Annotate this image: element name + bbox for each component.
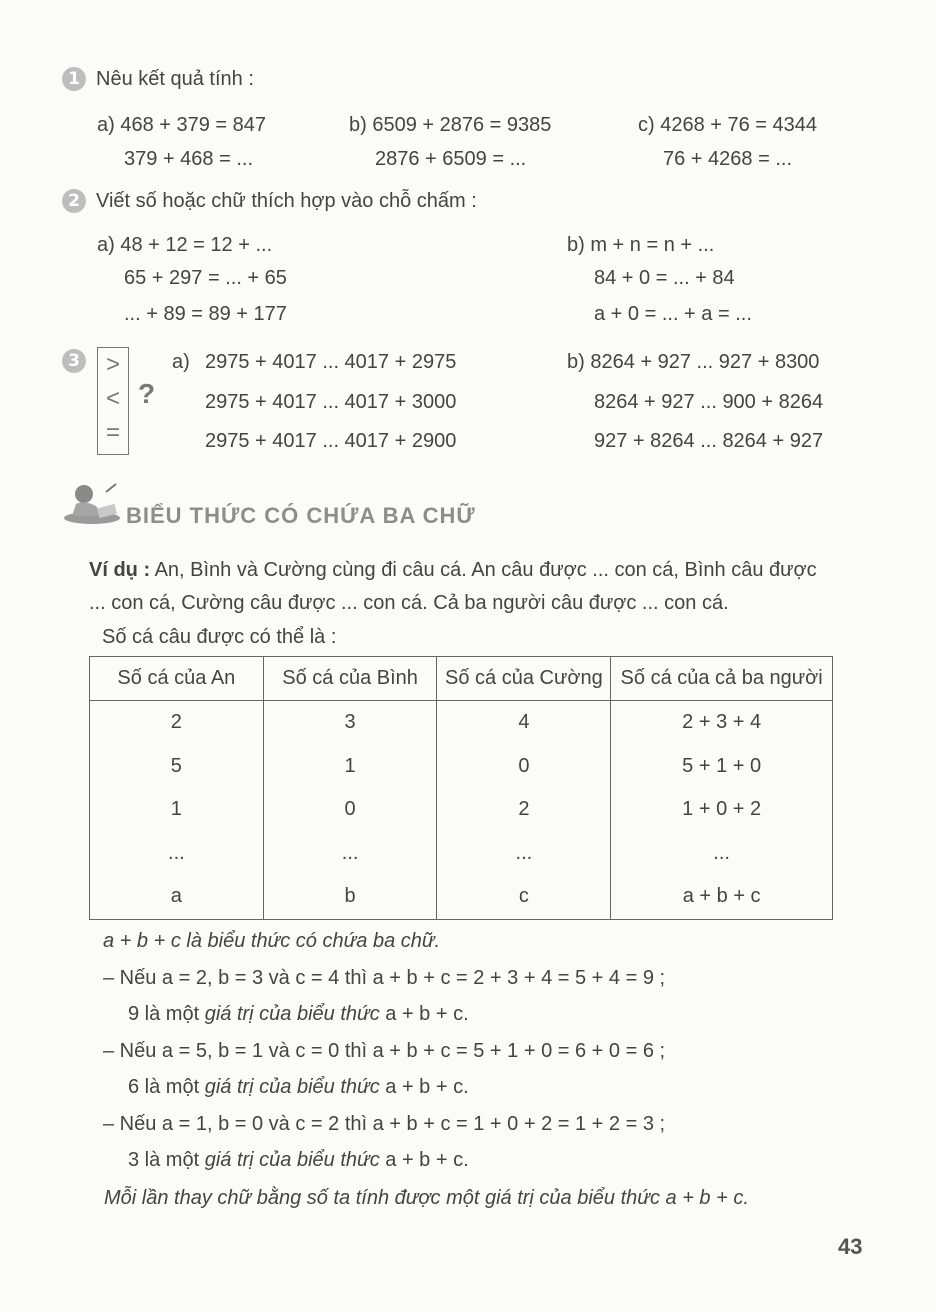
expression-statement: a + b + c là biểu thức có chứa ba chữ. [103,930,441,952]
table-cell: 5 [90,745,264,789]
page-number: 43 [838,1234,863,1259]
table-cell: 1 + 0 + 2 [611,788,833,832]
case-3-line: – Nếu a = 1, b = 0 và c = 2 thì a + b + c = 1 + 0 + 2 = 1 + 2 = 3 ; [103,1113,666,1135]
exercise-1b-line1: b) 6509 + 2876 = 9385 [349,114,552,136]
table-cell: 1 [263,745,437,789]
less-than-sign: < [105,385,120,412]
exercise-3a-line1: 2975 + 4017 ... 4017 + 2975 [205,351,457,373]
example-text-1: An, Bình và Cường cùng đi câu cá. An câu được ... con cá, Bình câu được [154,559,817,581]
case-2-value-line [128,1076,469,1099]
exercise-1-title: Nêu kết quả tính : [96,68,254,90]
exercise-3-badge: 3 [62,349,86,373]
example-line-1 [89,559,817,582]
example-label: Ví dụ : [89,559,151,581]
header-binh: Số cá của Bình [263,657,437,701]
exercise-1c-line1: c) 4268 + 76 = 4344 [638,114,818,136]
case-2-value: 6 là một [128,1076,205,1098]
table-cell: 0 [437,745,611,789]
exercise-2a-line3: ... + 89 = 89 + 177 [124,303,287,325]
exercise-1a-line2: 379 + 468 = ... [124,148,253,170]
case-1-expr: a + b + c. [379,1003,469,1025]
exercise-2b-line2: 84 + 0 = ... + 84 [594,267,735,289]
table-intro: Số cá câu được có thể là : [102,626,337,648]
table-cell: ... [263,832,437,876]
case-3-value-line [128,1149,469,1172]
comparison-signs-box [97,347,129,455]
case-1-line: – Nếu a = 2, b = 3 và c = 4 thì a + b + c = 2 + 3 + 4 = 5 + 4 = 9 ; [103,967,666,989]
exercise-3b-line2: 8264 + 927 ... 900 + 8264 [594,391,824,413]
exercise-2a-line1: a) 48 + 12 = 12 + ... [97,234,273,256]
case-2-phrase: giá trị của biểu thức [204,1076,380,1098]
table-cell: 2 [90,701,264,745]
table-cell: ... [90,832,264,876]
exercise-1-badge: 1 [62,67,86,91]
exercise-1b-line2: 2876 + 6509 = ... [375,148,527,170]
header-cuong: Số cá của Cường [437,657,611,701]
exercise-3a-line2: 2975 + 4017 ... 4017 + 3000 [205,391,457,413]
header-an: Số cá của An [90,657,264,701]
exercise-3a-label: a) [172,351,190,373]
exercise-3a-line3: 2975 + 4017 ... 4017 + 2900 [205,430,457,452]
table-row [90,745,833,789]
fish-count-table [89,656,833,920]
section-title: BIỂU THỨC CÓ CHỨA BA CHỮ [126,503,476,528]
greater-than-sign: > [105,351,120,378]
table-header-row [90,657,833,701]
table-cell: 5 + 1 + 0 [611,745,833,789]
table-cell: ... [611,832,833,876]
case-3-value: 3 là một [128,1149,205,1171]
table-cell: 2 [437,788,611,832]
table-cell: b [263,875,437,919]
exercise-2a-line2: 65 + 297 = ... + 65 [124,267,287,289]
table-cell: ... [437,832,611,876]
table-cell: 2 + 3 + 4 [611,701,833,745]
case-2-expr: a + b + c. [379,1076,469,1098]
case-1-phrase: giá trị của biểu thức [204,1003,380,1025]
exercise-2-badge: 2 [62,189,86,213]
table-cell: c [437,875,611,919]
table-row [90,875,833,919]
table-row [90,701,833,745]
case-1-value: 9 là một [128,1003,205,1025]
table-cell: a + b + c [611,875,833,919]
table-cell: 4 [437,701,611,745]
reading-child-icon [62,482,122,526]
exercise-3b-line3: 927 + 8264 ... 8264 + 927 [594,430,824,452]
question-mark: ? [138,378,156,409]
table-row [90,832,833,876]
case-1-value-line [128,1003,469,1026]
table-cell: 0 [263,788,437,832]
table-row [90,788,833,832]
conclusion: Mỗi lần thay chữ bằng số ta tính được một giá trị của biểu thức a + b + c. [104,1187,749,1209]
table-cell: a [90,875,264,919]
table-cell: 3 [263,701,437,745]
example-line-2: ... con cá, Cường câu được ... con cá. Cả ba người câu được ... con cá. [89,592,729,614]
table-cell: 1 [90,788,264,832]
case-2-line: – Nếu a = 5, b = 1 và c = 0 thì a + b + c = 5 + 1 + 0 = 6 + 0 = 6 ; [103,1040,666,1062]
exercise-2b-line1: b) m + n = n + ... [567,234,715,256]
exercise-1a-line1: a) 468 + 379 = 847 [97,114,267,136]
exercise-2b-line3: a + 0 = ... + a = ... [594,303,752,325]
case-3-expr: a + b + c. [379,1149,469,1171]
exercise-1c-line2: 76 + 4268 = ... [663,148,792,170]
header-total: Số cá của cả ba người [611,657,833,701]
exercise-2-title: Viết số hoặc chữ thích hợp vào chỗ chấm : [96,190,477,212]
exercise-3b-line1: b) 8264 + 927 ... 927 + 8300 [567,351,820,373]
case-3-phrase: giá trị của biểu thức [204,1149,380,1171]
equals-sign: = [105,419,120,446]
